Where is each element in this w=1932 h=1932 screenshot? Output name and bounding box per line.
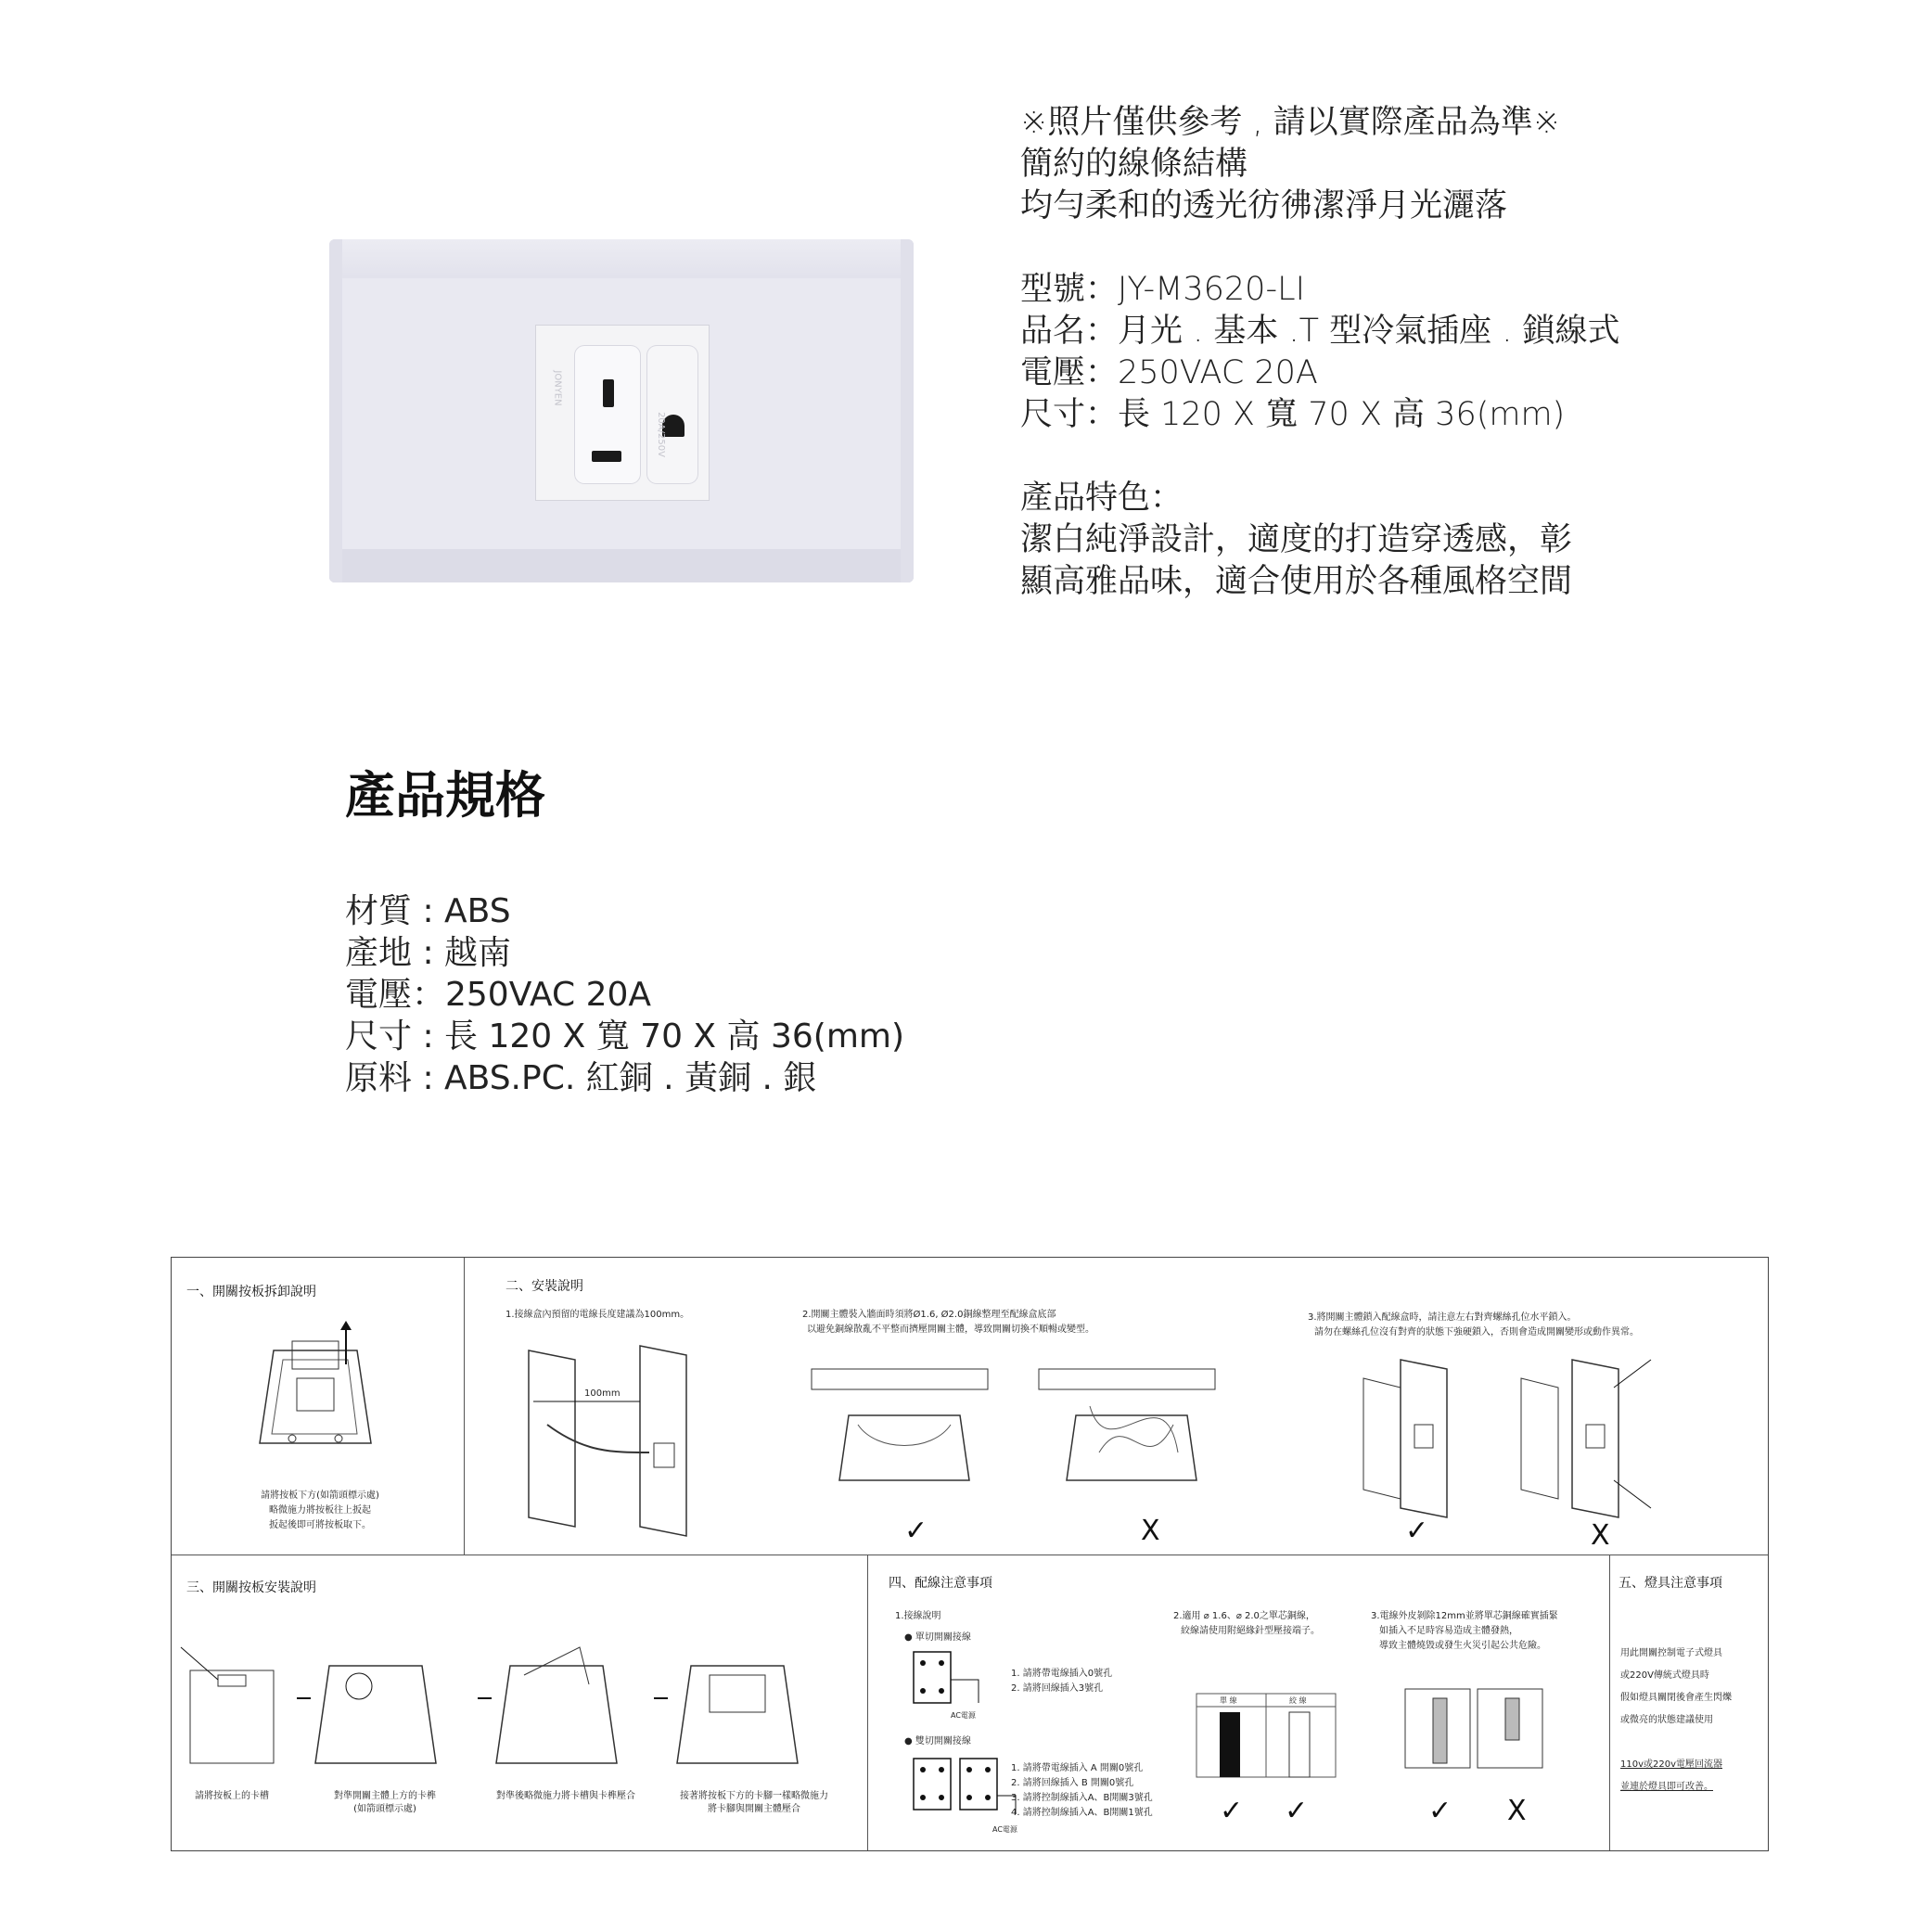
socket-outlet (552, 346, 640, 483)
wiring-subheading-3-line-1: 3.電線外皮剝除12mm並將單芯銅線確實插緊 (1371, 1611, 1558, 1621)
desc-line: 電壓：250VAC 20A (1020, 354, 1318, 391)
desc-line (1020, 436, 1620, 478)
socket-frame (535, 325, 710, 501)
double-step-2: 2. 請將回線插入 B 開關0號孔 (1011, 1778, 1134, 1788)
correct-mark: ✓ (1220, 1795, 1244, 1827)
lamp-note-line: 用此開關控制電子式燈具 (1620, 1648, 1722, 1658)
section-3-caption-3: 對準後略微施力將卡槽與卡榫壓合 (496, 1791, 635, 1801)
spec-list (345, 890, 904, 1099)
desc-line: 品名：月光 . 基本 .T 型冷氣插座 . 鎖線式 (1020, 313, 1620, 350)
install-step-1: 1.接線盒內預留的電線長度建議為100mm。 (505, 1310, 690, 1320)
ac-source-label: AC電源 (951, 1711, 976, 1720)
lamp-note-line: 110v或220v電壓回流器 (1620, 1759, 1723, 1770)
double-step-4: 4. 請將控制線插入A、B開關1號孔 (1011, 1808, 1153, 1818)
spec-line: 電壓：250VAC 20A (345, 976, 652, 1014)
plate-install-illustration (190, 1647, 821, 1777)
double-step-1: 1. 請將帶電線插入 A 開關0號孔 (1011, 1763, 1144, 1773)
desc-line: 潔白純淨設計，適度的打造穿透感，彰 (1020, 521, 1573, 558)
wiring-subheading-3-line-2: 如插入不足時容易造成主體發熱， (1379, 1626, 1518, 1636)
install-step-3-line-2: 請勿在螺絲孔位沒有對齊的狀態下強硬鎖入，否則會造成開關變形或動作異常。 (1314, 1327, 1639, 1337)
desc-line: 顯高雅品味，適合使用於各種風格空間 (1020, 563, 1573, 600)
wire-length-illustration (529, 1350, 714, 1545)
spec-line: 原料 : ABS.PC. 紅銅 . 黃銅 . 銀 (345, 1059, 817, 1097)
desc-line (1020, 227, 1620, 269)
section-1-caption-2: 略微施力將按板往上扳起 (269, 1505, 371, 1516)
section-5-heading: 五、燈具注意事項 (1619, 1576, 1722, 1591)
single-step-2: 2. 請將回線插入3號孔 (1011, 1683, 1104, 1694)
rating-mark: 20A/250V (655, 412, 666, 457)
single-step-1: 1. 請將帶電線插入0號孔 (1011, 1669, 1113, 1679)
double-step-3: 3. 請將控制線插入A、B開關3號孔 (1011, 1793, 1153, 1803)
correct-mark: ✓ (1285, 1795, 1309, 1827)
desc-line: ※照片僅供參考 , 請以實際產品為準※ (1020, 104, 1561, 141)
double-switch-label: ● 雙切開關接線 (904, 1736, 971, 1746)
spec-line: 材質 : ABS (345, 892, 511, 930)
wiring-subheading-2-line-1: 2.適用 ⌀ 1.6、⌀ 2.0之單芯銅線， (1173, 1611, 1315, 1621)
plate-removal-illustration (255, 1323, 385, 1462)
correct-mark: ✓ (1405, 1515, 1429, 1547)
wire-type-illustration (1196, 1694, 1336, 1777)
desc-line: 尺寸：長 120 X 寬 70 X 高 36(mm) (1020, 396, 1566, 433)
section-3-caption-1: 請將按板上的卡槽 (195, 1791, 269, 1801)
solid-wire-label: 單 線 (1220, 1696, 1237, 1705)
socket-ground-side (647, 346, 697, 483)
desc-line: 產品特色： (1020, 480, 1184, 517)
product-photo (329, 239, 914, 582)
lamp-note-line: 並連於燈具即可改善。 (1620, 1782, 1713, 1792)
wiring-subheading-3-line-3: 導致主體燒毀或發生火災引起公共危險。 (1379, 1641, 1546, 1651)
install-step-2-line-1: 2.開關主體裝入牆面時須將Ø1.6, Ø2.0銅線整理至配線盒底部 (802, 1310, 1056, 1320)
wire-arrangement-illustration (812, 1369, 1201, 1490)
installation-manual (171, 1257, 1769, 1851)
section-3-heading: 三、開關按板安裝說明 (186, 1580, 316, 1595)
desc-line: 均勻柔和的透光彷彿潔淨月光灑落 (1020, 187, 1508, 224)
wrong-mark: X (1591, 1519, 1610, 1552)
desc-line: 簡約的線條結構 (1020, 146, 1248, 183)
section-1-heading: 一、開關按板拆卸說明 (186, 1285, 316, 1299)
wire-insertion-illustration (1405, 1689, 1544, 1772)
section-3-caption-4: 接著將按板下方的卡腳一樣略微施力 將卡腳與開關主體壓合 (680, 1791, 828, 1814)
single-switch-diagram (914, 1652, 1025, 1708)
desc-line: 型號：JY-M3620-LI (1020, 271, 1305, 308)
screw-alignment-illustration (1363, 1360, 1734, 1517)
install-step-3-line-1: 3.將開關主體鎖入配線盒時，請注意左右對齊螺絲孔位水平鎖入。 (1308, 1312, 1577, 1323)
install-step-2-line-2: 以避免銅線散亂不平整而擠壓開關主體，導致開關切換不順暢或變型。 (807, 1324, 1094, 1335)
spec-line: 產地 : 越南 (345, 934, 512, 972)
correct-mark: ✓ (904, 1515, 928, 1547)
wrong-mark: X (1141, 1515, 1160, 1547)
dimension-label: 100mm (584, 1388, 621, 1399)
lamp-note-line: 假如燈具關閉後會產生閃爍 (1620, 1693, 1732, 1703)
single-switch-label: ● 單切開關接線 (904, 1632, 971, 1643)
section-1-caption-1: 請將按板下方(如箭頭標示處) (261, 1491, 379, 1501)
section-3-caption-2: 對準開關主體上方的卡榫 (如箭頭標示處) (334, 1791, 436, 1814)
lamp-note-line: 或220V傳統式燈具時 (1620, 1670, 1709, 1681)
spec-line: 尺寸 : 長 120 X 寬 70 X 高 36(mm) (345, 1017, 905, 1056)
brand-mark: JONYEN (552, 370, 563, 406)
ac-source-label: AC電源 (992, 1825, 1017, 1834)
stranded-wire-label: 絞 線 (1289, 1696, 1307, 1705)
spec-title: 產品規格 (345, 766, 545, 825)
wiring-subheading-2-line-2: 絞線請使用附絕緣針型壓接端子。 (1181, 1626, 1320, 1636)
lamp-note-line: 或微亮的狀態建議使用 (1620, 1715, 1713, 1725)
section-1-caption-3: 扳起後即可將按板取下。 (269, 1520, 371, 1530)
wiring-subheading-1: 1.接線說明 (895, 1611, 941, 1621)
section-2-heading: 二、安裝說明 (505, 1279, 583, 1294)
correct-mark: ✓ (1428, 1795, 1452, 1827)
product-description (1020, 102, 1620, 603)
wrong-mark: X (1507, 1795, 1527, 1827)
section-4-heading: 四、配線注意事項 (889, 1576, 992, 1591)
